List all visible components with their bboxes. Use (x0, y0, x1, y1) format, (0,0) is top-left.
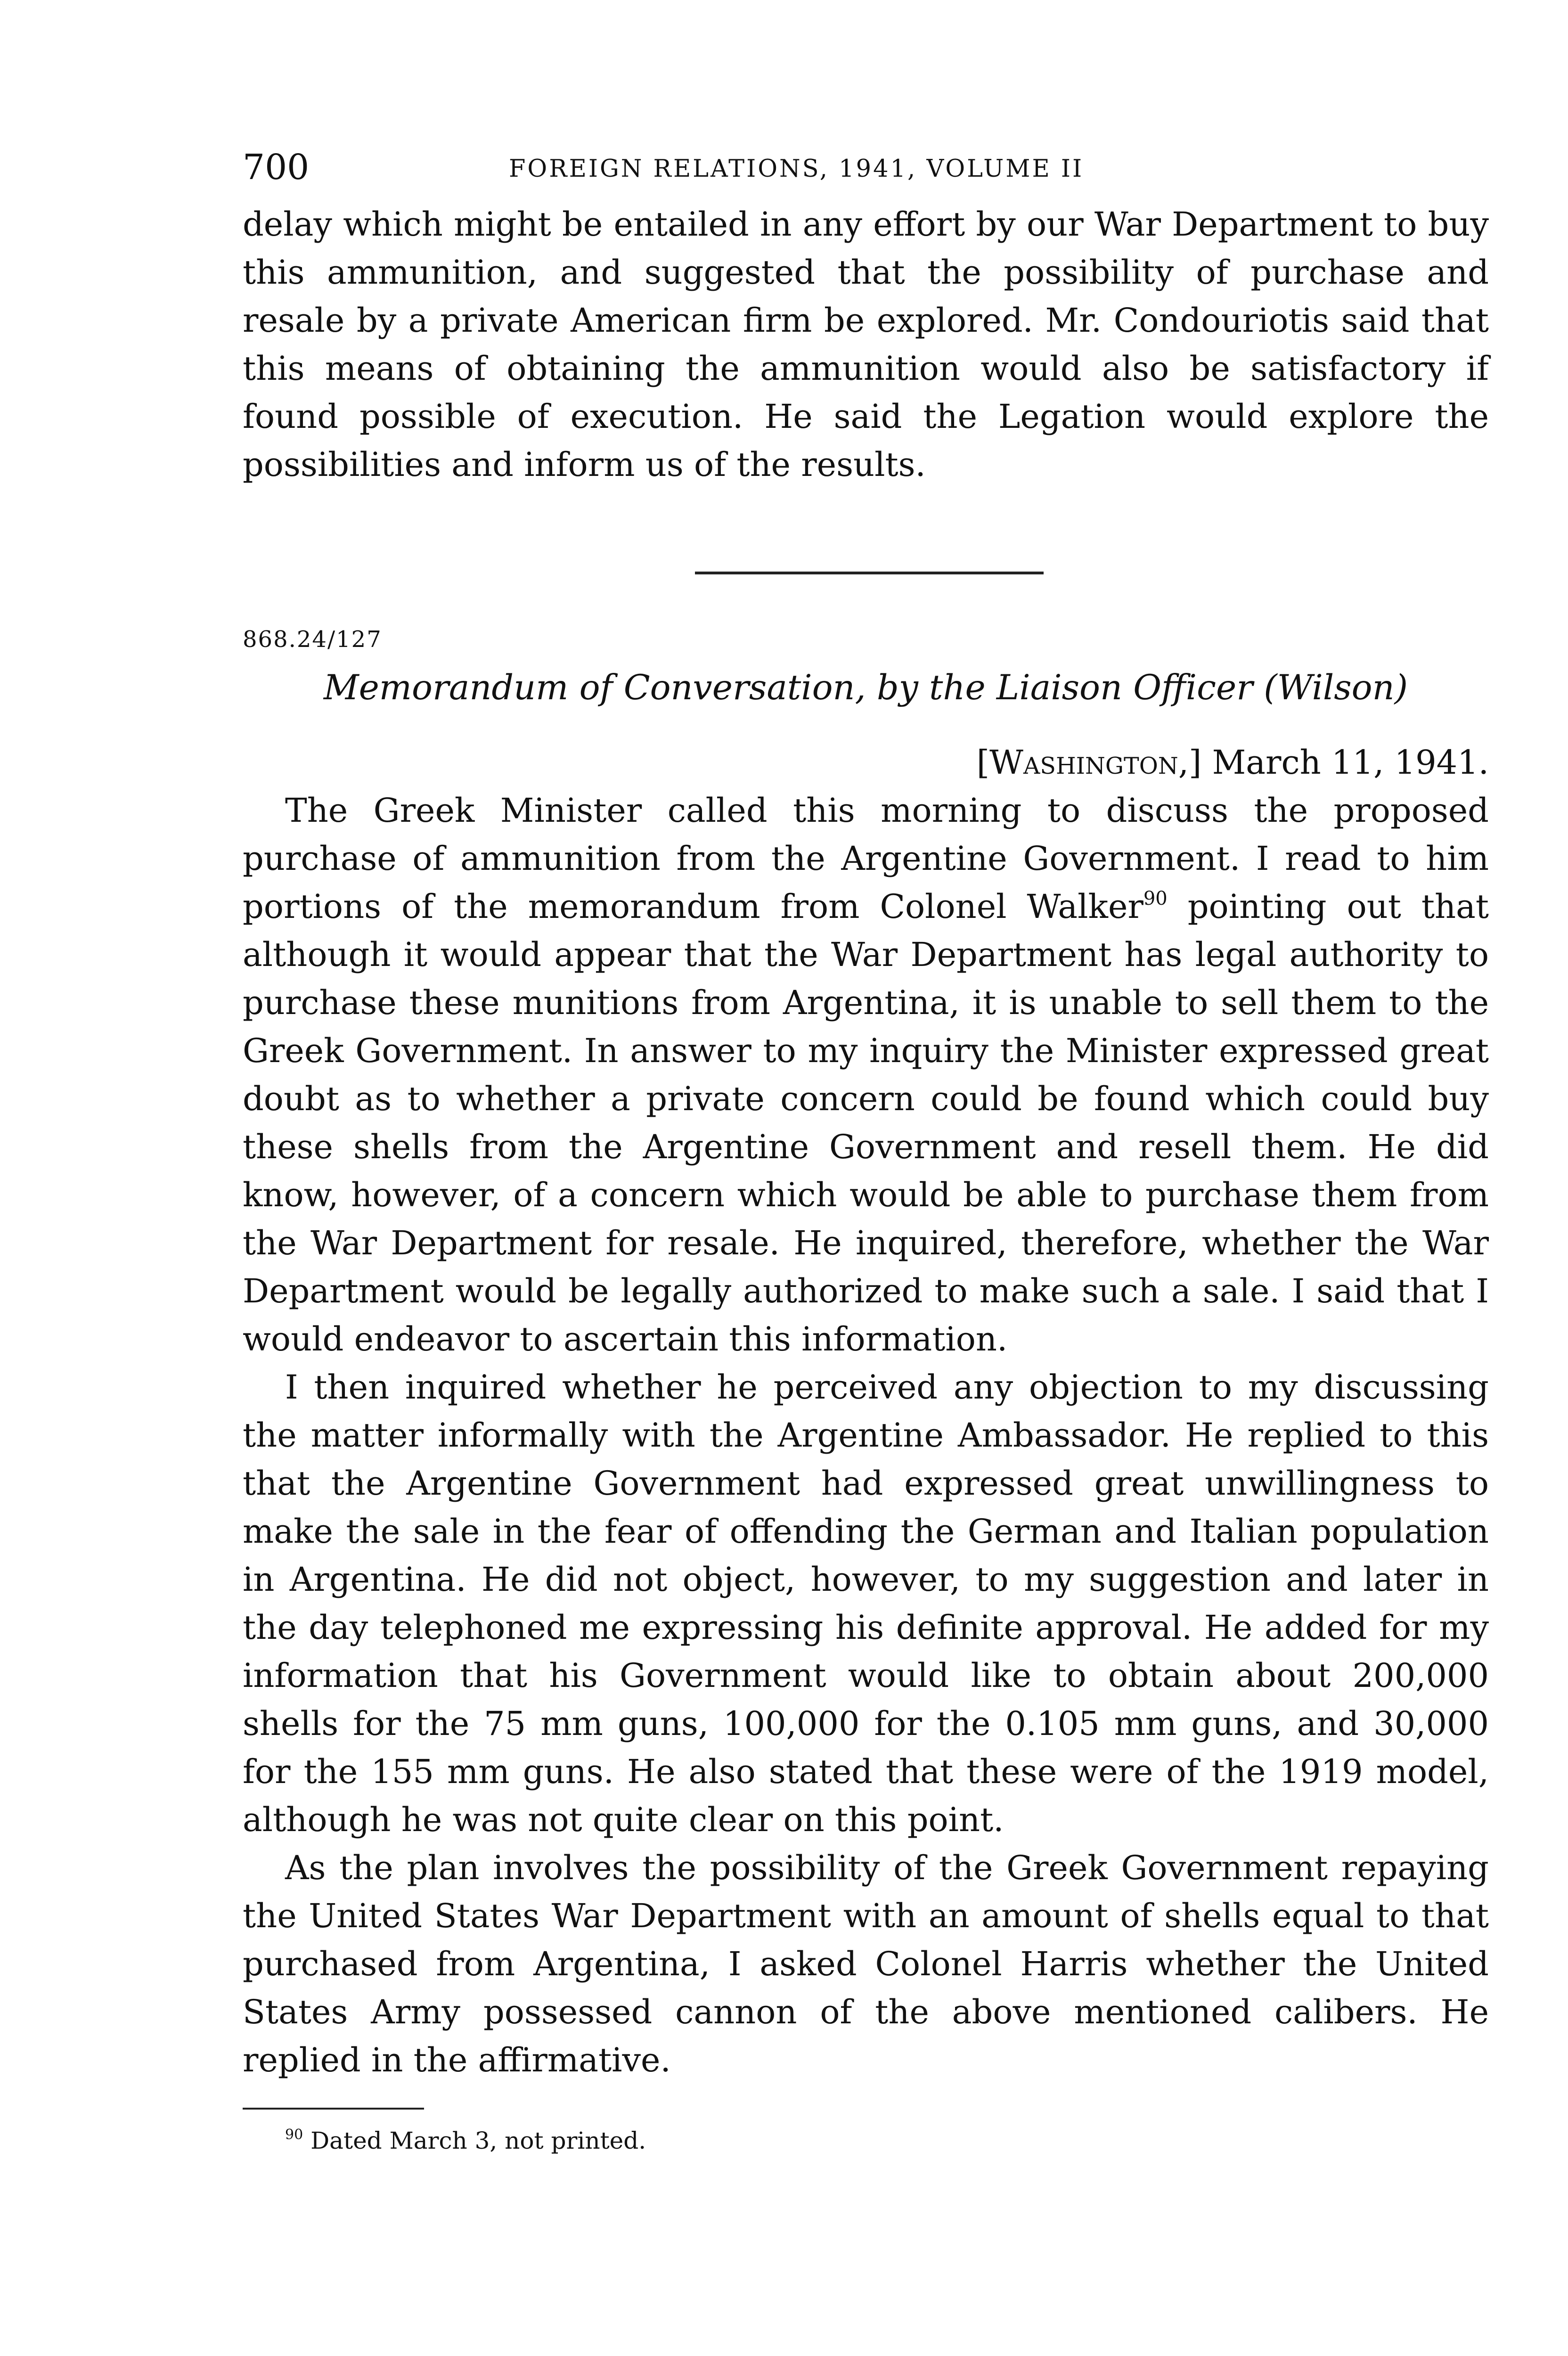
running-head-title: FOREIGN RELATIONS, 1941, VOLUME II (509, 155, 1084, 183)
footnote-reference: 90 (1143, 888, 1168, 909)
footnote (243, 2122, 1489, 2160)
paragraph-1-text-b: pointing out that although it would appear that the War Department has legal authority to purchase these munitions from Argentina, it is unable to sell them to the Greek Government. In answer to my inquiry the Minister expressed great doubt as to whether a private concern could be found which could buy these shells from the Argentine Government and resell them. He did know, however, of a concern which would be able to purchase them from the War Department for resale. He inquired, therefore, whether the War Department would be legally authorized to make such a sale. I said that I would endeavor to ascertain this information. (243, 887, 1489, 1358)
paragraph-1-text-a: The Greek Minister called this morning to discuss the proposed purchase of ammunition from the Argentine Government. I read to him portions of the memorandum from Colonel Walker (243, 791, 1489, 926)
body-paragraph-1 (243, 786, 1489, 1363)
carryover-paragraph: delay which might be entailed in any effort by our War Department to buy this ammunition, and suggested that the possibility of purchase and resale by a private American firm be explored. Mr. Condouriotis said that this means of obtaining the ammunition would also be satisfactory if found possible of execution. He said the Legation would explore the possibilities and inform us of the results. (243, 205, 1489, 484)
dateline (243, 738, 1489, 786)
dateline-place: [Washington,] (976, 743, 1202, 782)
section-divider (695, 572, 1044, 574)
footnote-marker: 90 (285, 2127, 303, 2143)
body-paragraph-2: I then inquired whether he perceived any objection to my discussing the matter informally with the Argentine Ambassador. He replied to this that the Argentine Government had expressed great unwillingness to make the sale in the fear of offending the German and Italian population in Argentina. He did not object, however, to my suggestion and later in the day telephoned me expressing his definite approval. He added for my information that his Government would like to obtain about 200,000 shells for the 75 mm guns, 100,000 for the 0.105 mm guns, and 30,000 for the 155 mm guns. He also stated that these were of the 1919 model, although he was not quite clear on this point. (243, 1368, 1489, 1839)
footnote-text: Dated March 3, not printed. (310, 2127, 646, 2154)
running-head (243, 141, 1489, 200)
body-paragraph-3: As the plan involves the possibility of the Greek Government repaying the United States War Department with an amount of shells equal to that purchased from Argentina, I asked Colonel Harris whether the United States Army possessed cannon of the above mentioned calibers. He replied in the affirmative. (243, 1849, 1489, 2079)
page-number: 700 (243, 147, 310, 188)
footnote-divider (243, 2108, 424, 2110)
document-page (243, 141, 1489, 2160)
file-number: 868.24/127 (243, 626, 382, 653)
dateline-date: March 11, 1941. (1212, 743, 1489, 782)
document-title: Memorandum of Conversation, by the Liaison Officer (Wilson) (323, 668, 1408, 708)
